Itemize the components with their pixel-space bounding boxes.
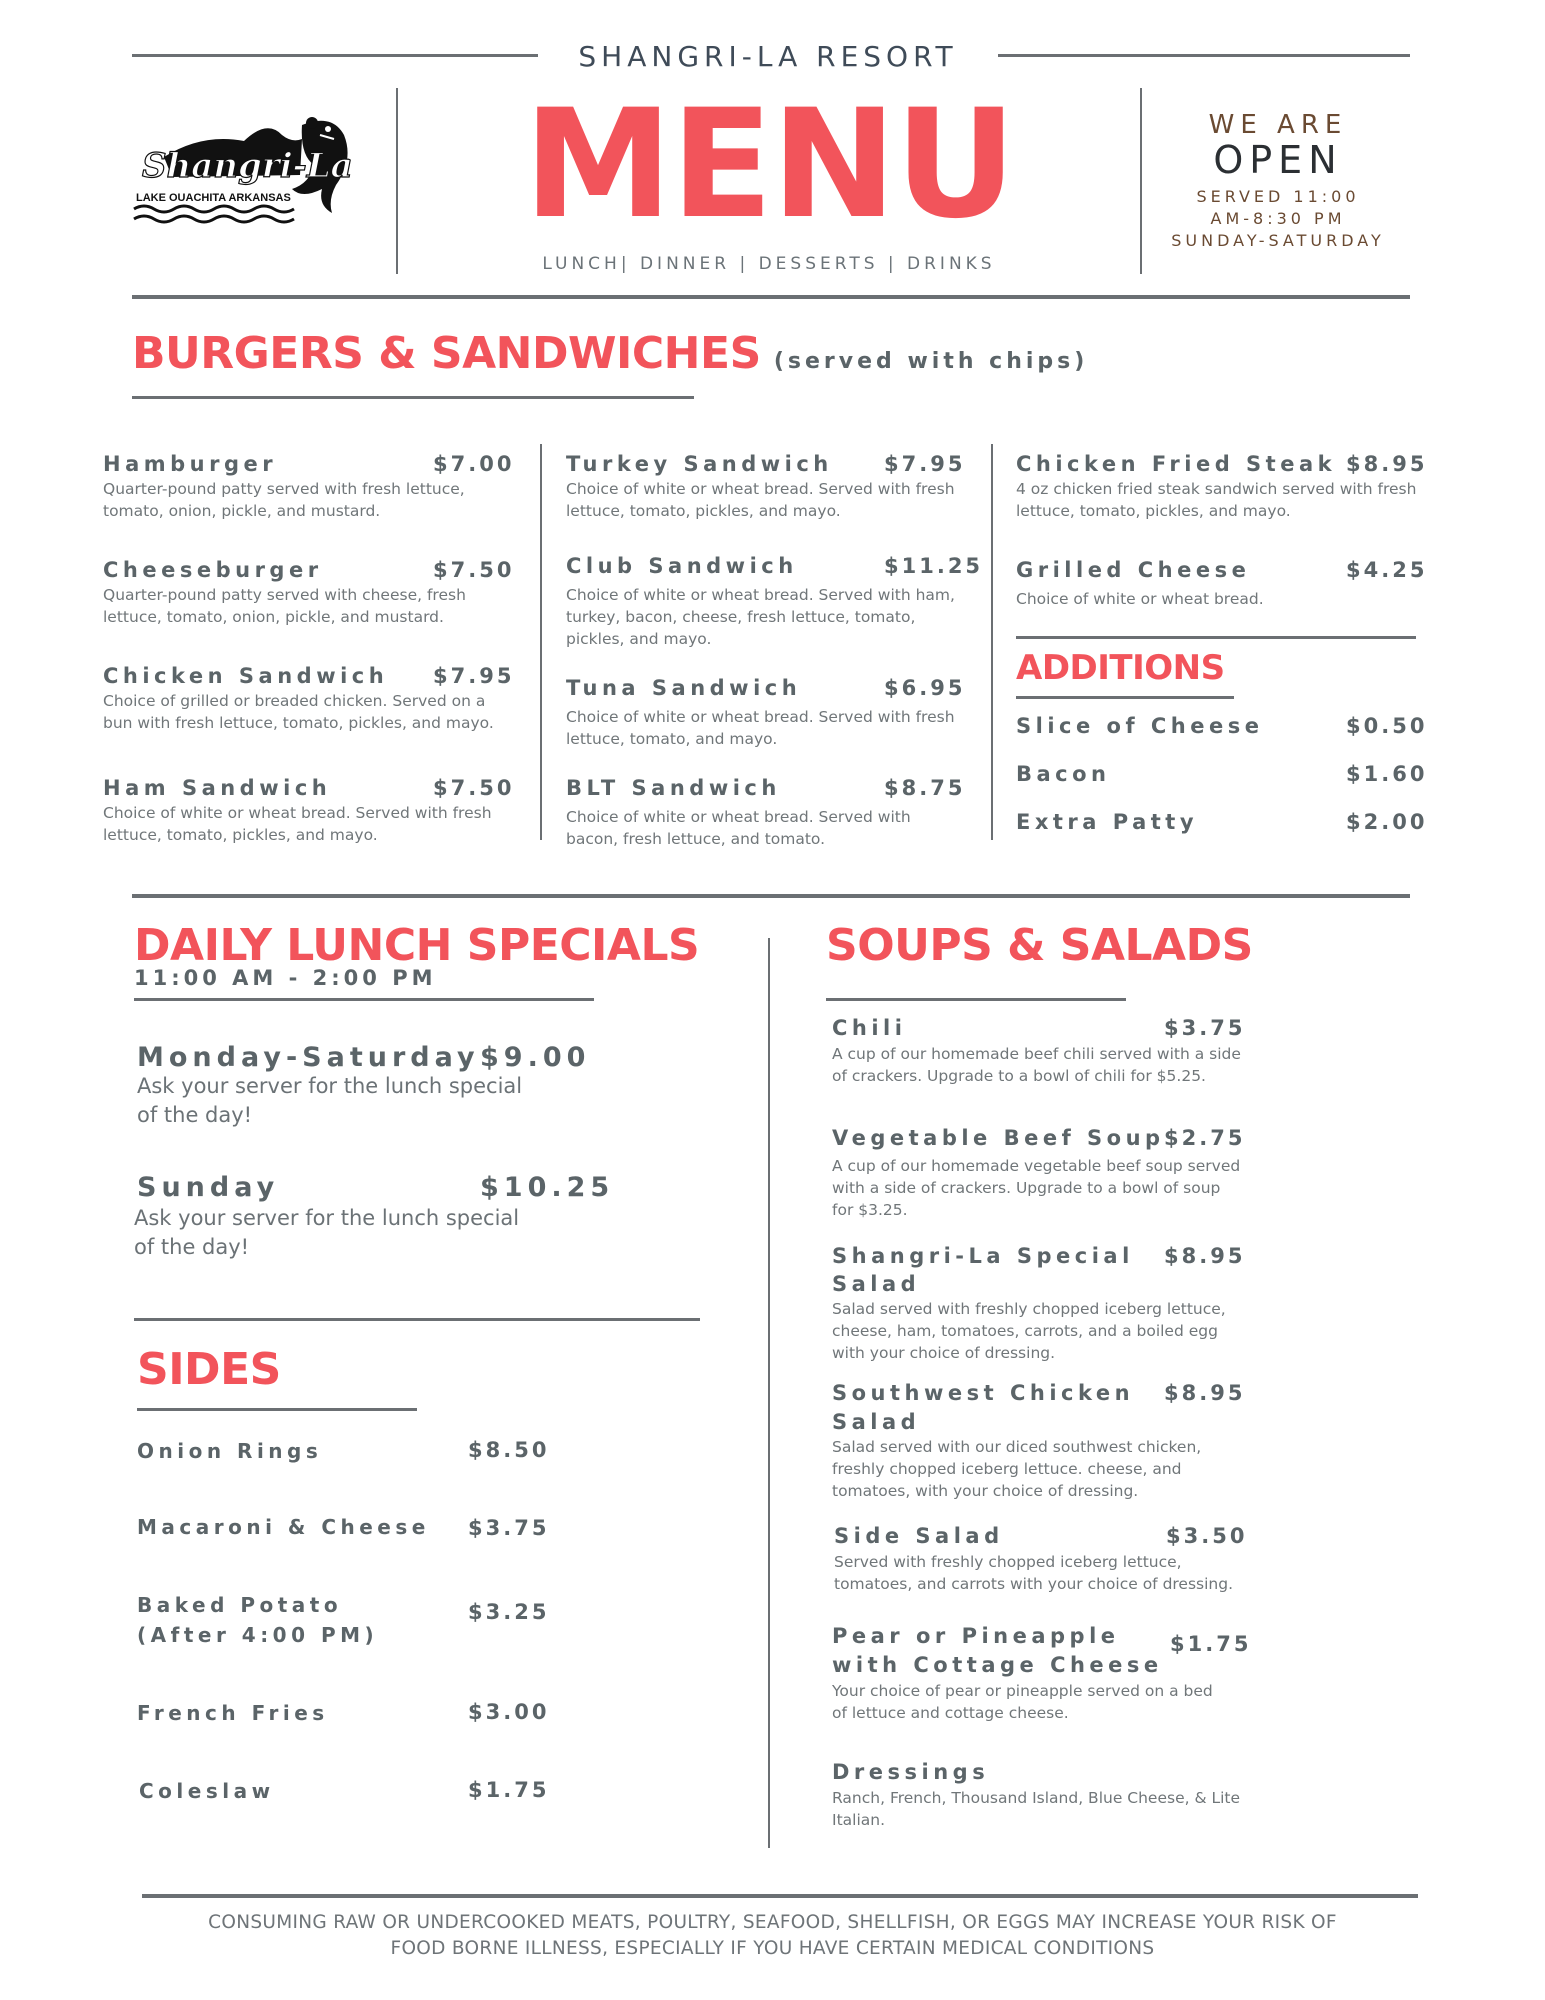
side-price: $3.25 — [468, 1600, 550, 1624]
hours-line-1: SERVED 11:00 — [1196, 187, 1360, 206]
special-price: $9.00 — [480, 1042, 591, 1073]
side-name: Baked Potato — [137, 1593, 343, 1617]
item-name: Turkey Sandwich — [566, 452, 833, 476]
resort-logo — [132, 105, 362, 235]
item-desc: Choice of white or wheat bread. — [1016, 590, 1264, 608]
item-price: $4.25 — [1346, 558, 1428, 582]
side-price: $1.75 — [468, 1778, 550, 1802]
soup-name: Southwest Chicken — [832, 1381, 1135, 1405]
item-desc: Choice of white or wheat bread. Served with bacon, fresh lettuce, and tomato. — [566, 808, 911, 848]
header-divider-right — [1140, 88, 1142, 274]
soup-name: Chili — [832, 1016, 907, 1040]
item-name: Chicken Fried Steak — [1016, 452, 1337, 476]
soup-name-line2: Salad — [832, 1272, 921, 1296]
soup-price: $3.75 — [1164, 1016, 1246, 1040]
soup-desc: A cup of our homemade beef chili served with a side of crackers. Upgrade to a bowl of chili for $5.25. — [832, 1045, 1241, 1085]
item-desc: Quarter-pound patty served with fresh lettuce, tomato, onion, pickle, and mustard. — [103, 480, 465, 520]
lunch-specials-hours: 11:00 AM - 2:00 PM — [134, 966, 437, 990]
side-name-note: (After 4:00 PM) — [137, 1623, 379, 1647]
item-name: Club Sandwich — [566, 554, 798, 578]
soup-name: Pear or Pineapple — [832, 1624, 1120, 1648]
fish-logo-icon — [132, 105, 362, 235]
soup-desc: Served with freshly chopped iceberg lettuce, tomatoes, and carrots with your choice of dressing. — [834, 1553, 1234, 1593]
burgers-note: (served with chips) — [773, 349, 1089, 374]
sides-top-rule — [134, 1318, 700, 1321]
item-name: Grilled Cheese — [1016, 558, 1251, 582]
hours-days: SUNDAY-SATURDAY — [1171, 231, 1385, 250]
soup-price: $3.50 — [1166, 1524, 1248, 1548]
item-price: $7.50 — [433, 776, 515, 800]
side-price: $3.75 — [468, 1516, 550, 1540]
item-name: Cheeseburger — [103, 558, 323, 582]
item-price: $8.95 — [1346, 452, 1428, 476]
soup-desc: A cup of our homemade vegetable beef soup served with a side of crackers. Upgrade to a bowl of soup for $3.25. — [832, 1157, 1241, 1219]
burgers-bottom-rule — [132, 894, 1410, 898]
special-desc: Ask your server for the lunch special — [134, 1206, 520, 1230]
item-price: $11.25 — [884, 554, 984, 578]
burgers-underline — [132, 396, 694, 399]
side-price: $8.50 — [468, 1438, 550, 1462]
additions-title: ADDITIONS — [1016, 648, 1225, 688]
additions-top-rule — [1016, 636, 1416, 639]
hours-line-2: AM-8:30 PM — [1210, 209, 1346, 228]
soup-desc: Salad served with freshly chopped iceberg lettuce, cheese, ham, tomatoes, carrots, and a boiled egg with your choice of dressing. — [832, 1300, 1226, 1362]
header-rule-right — [998, 54, 1410, 57]
item-price: $7.95 — [433, 664, 515, 688]
item-name: Tuna Sandwich — [566, 676, 802, 700]
special-desc: of the day! — [134, 1235, 250, 1259]
item-desc: Choice of white or wheat bread. Served with fresh lettuce, tomato, pickles, and mayo. — [103, 804, 492, 844]
burgers-heading — [132, 328, 1088, 379]
side-name: French Fries — [137, 1701, 329, 1725]
special-desc: Ask your server for the lunch special — [137, 1074, 523, 1098]
sides-underline — [137, 1408, 417, 1411]
side-name: Onion Rings — [137, 1439, 323, 1463]
side-price: $3.00 — [468, 1700, 550, 1724]
soup-desc: Salad served with our diced southwest chicken, freshly chopped iceberg lettuce. cheese, and tomatoes, with your choice of dressing. — [832, 1438, 1202, 1500]
soups-title: SOUPS & SALADS — [826, 920, 1253, 971]
lunch-specials-title: DAILY LUNCH SPECIALS — [134, 920, 700, 971]
logo-location: LAKE OUACHITA ARKANSAS — [136, 192, 291, 204]
soup-price: $8.95 — [1164, 1381, 1246, 1405]
addition-name: Bacon — [1016, 762, 1111, 786]
addition-price: $2.00 — [1346, 810, 1428, 834]
menu-title: MENU — [523, 78, 1015, 252]
soup-desc: Ranch, French, Thousand Island, Blue Cheese, & Lite Italian. — [832, 1789, 1241, 1829]
soups-underline — [826, 998, 1126, 1001]
lunch-specials-underline — [134, 998, 594, 1001]
resort-name: SHANGRI-LA RESORT — [578, 40, 958, 73]
soup-price: $1.75 — [1170, 1632, 1252, 1656]
lower-center-divider — [768, 938, 770, 1848]
header-bottom-rule — [132, 295, 1410, 299]
food-safety-warning-line-1: CONSUMING RAW OR UNDERCOOKED MEATS, POULTRY, SEAFOOD, SHELLFISH, OR EGGS MAY INCREASE YOUR RISK OF — [208, 1912, 1337, 1933]
soup-price: $8.95 — [1164, 1244, 1246, 1268]
logo-script: Shangri-La — [142, 146, 353, 186]
open-label: OPEN — [1213, 138, 1343, 182]
soup-name-line2: Salad — [832, 1410, 921, 1434]
item-desc: Choice of white or wheat bread. Served with fresh lettuce, tomato, pickles, and mayo. — [566, 480, 955, 520]
addition-name: Slice of Cheese — [1016, 714, 1264, 738]
item-name: Chicken Sandwich — [103, 664, 389, 688]
soup-name: Dressings — [832, 1760, 990, 1784]
item-name: Ham Sandwich — [103, 776, 332, 800]
header-rule-left — [132, 54, 538, 57]
item-price: $8.75 — [884, 776, 966, 800]
item-price: $6.95 — [884, 676, 966, 700]
item-name: BLT Sandwich — [566, 776, 781, 800]
special-name: Monday-Saturday — [137, 1042, 480, 1073]
addition-price: $1.60 — [1346, 762, 1428, 786]
item-name: Hamburger — [103, 452, 278, 476]
food-safety-warning-line-2: FOOD BORNE ILLNESS, ESPECIALLY IF YOU HAVE CERTAIN MEDICAL CONDITIONS — [390, 1938, 1155, 1959]
side-name: Macaroni & Cheese — [137, 1515, 430, 1539]
soup-name: Side Salad — [834, 1524, 1004, 1548]
side-name: Coleslaw — [139, 1779, 275, 1803]
burgers-col-divider-2 — [991, 444, 993, 840]
additions-underline — [1016, 696, 1234, 699]
soup-name: Shangri-La Special — [832, 1244, 1134, 1268]
item-desc: Choice of white or wheat bread. Served with ham, turkey, bacon, cheese, fresh lettuce, tomato, pickles, and mayo. — [566, 586, 955, 648]
item-price: $7.95 — [884, 452, 966, 476]
soup-desc: Your choice of pear or pineapple served on a bed of lettuce and cottage cheese. — [832, 1682, 1213, 1722]
open-we-are: WE ARE — [1208, 110, 1348, 140]
item-price: $7.50 — [433, 558, 515, 582]
special-name: Sunday — [137, 1172, 280, 1203]
soup-price: $2.75 — [1164, 1126, 1246, 1150]
burgers-col-divider-1 — [540, 444, 542, 840]
special-desc: of the day! — [137, 1103, 253, 1127]
item-price: $7.00 — [433, 452, 515, 476]
addition-price: $0.50 — [1346, 714, 1428, 738]
burgers-title: BURGERS & SANDWICHES — [132, 328, 761, 379]
footer-rule — [142, 1894, 1418, 1898]
meal-categories: LUNCH| DINNER | DESSERTS | DRINKS — [542, 254, 996, 274]
item-desc: Choice of grilled or breaded chicken. Served on a bun with fresh lettuce, tomato, pickles, and mayo. — [103, 692, 494, 732]
soup-name: Vegetable Beef Soup — [832, 1126, 1165, 1150]
soup-name-line2: with Cottage Cheese — [832, 1653, 1163, 1677]
item-desc: Quarter-pound patty served with cheese, fresh lettuce, tomato, onion, pickle, and mustard. — [103, 586, 466, 626]
sides-title: SIDES — [137, 1344, 281, 1395]
special-price: $10.25 — [480, 1172, 615, 1203]
addition-name: Extra Patty — [1016, 810, 1199, 834]
item-desc: 4 oz chicken fried steak sandwich served with fresh lettuce, tomato, pickles, and mayo. — [1016, 480, 1417, 520]
item-desc: Choice of white or wheat bread. Served with fresh lettuce, tomato, and mayo. — [566, 708, 955, 748]
